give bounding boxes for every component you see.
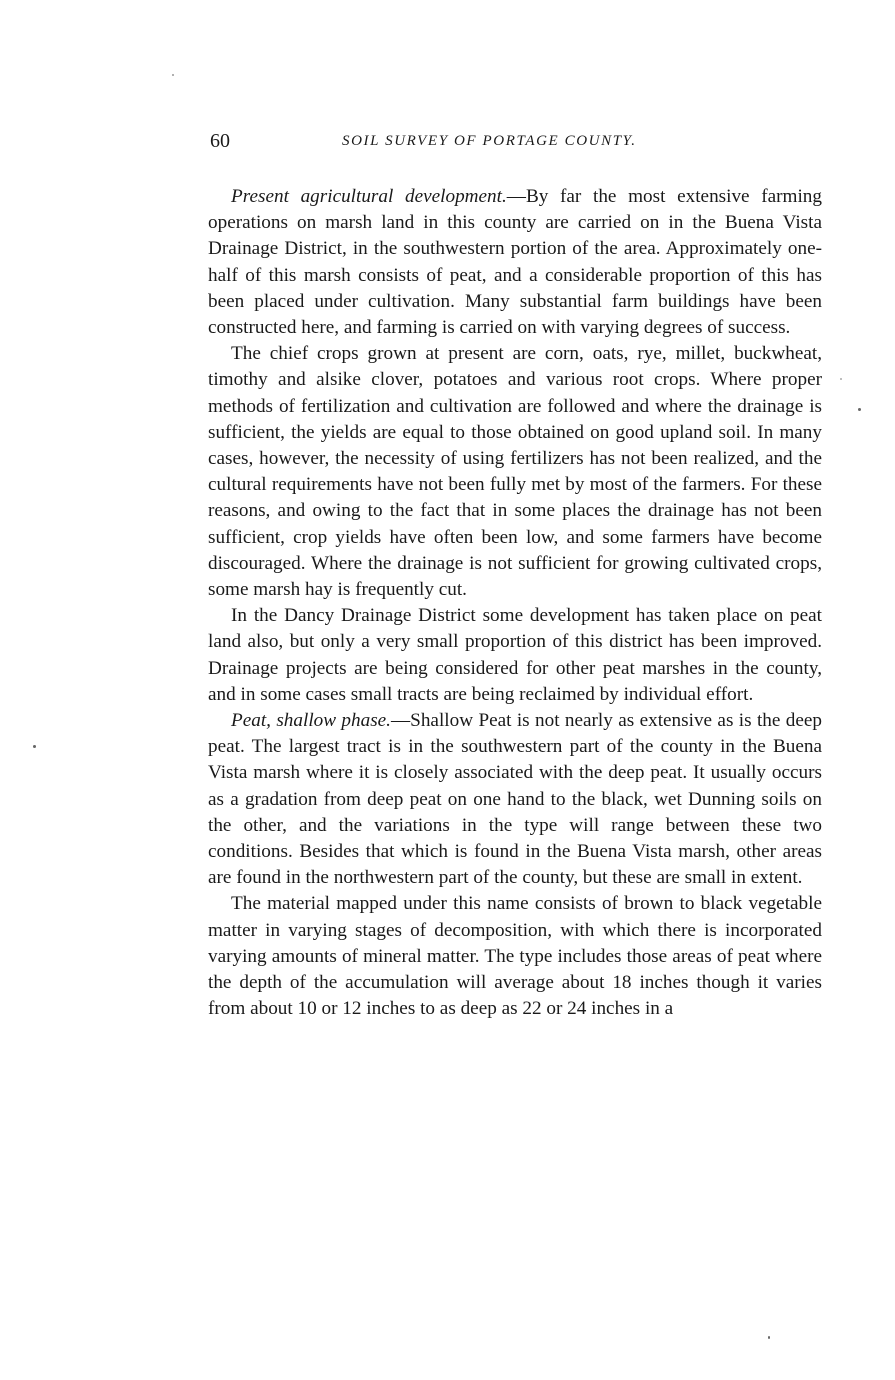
page-header (210, 130, 822, 158)
paragraph-material (208, 891, 822, 1022)
paragraph-lead: Peat, shallow phase. (231, 710, 391, 732)
page-number: 60 (210, 130, 230, 152)
paragraph-text: In the Dancy Drainage District some development has taken place on peat land also, but only a very small proportion of this district has been improved. Drainage projects are being considered for other peat marshes in the county, and in some cases small tracts are being reclaimed by individual effort. (208, 605, 822, 705)
paragraph-shallow-phase (208, 708, 822, 891)
paragraph-chief-crops (208, 341, 822, 603)
paragraph-text: —Shallow Peat is not nearly as extensive as is the deep peat. The largest tract is in the southwestern part of the county in the Buena Vista marsh where it is closely associated with the deep peat. It usually occurs as a gradation from deep peat on one hand to the black, wet Dunning soils on the other, and the variations in the type will range between these two conditions. Besides that which is found in the Buena Vista marsh, other areas are found in the northwestern part of the county, but these are small in extent. (208, 710, 822, 889)
scan-speck (172, 74, 174, 76)
paragraph-text: The chief crops grown at present are corn, oats, rye, millet, buckwheat, timothy and alsike clover, potatoes and various root crops. Where proper methods of fertilization and cultivation are followed and where the drainage is sufficient, the yields are equal to those obtained on good upland soil. In many cases, however, the necessity of using fertilizers has not been realized, and the cultural requirements have not been fully met by most of the farmers. For these reasons, and owing to the fact that in some places the drainage has not been sufficient, crop yields have often been low, and some farmers have become discouraged. Where the drainage is not sufficient for growing cultivated crops, some marsh hay is frequently cut. (208, 343, 822, 601)
scan-speck (858, 408, 861, 411)
paragraph-text: The material mapped under this name consists of brown to black vegetable matter in varying stages of decomposition, with which there is incorporated varying amounts of mineral matter. The type includes those areas of peat where the depth of the accumulation will average about 18 inches though it varies from about 10 or 12 inches to as deep as 22 or 24 inches in a (208, 893, 822, 1020)
body-text (208, 184, 822, 1023)
running-title: SOIL SURVEY OF PORTAGE COUNTY. (342, 133, 637, 149)
paragraph-agricultural-development (208, 184, 822, 341)
scan-speck (840, 378, 842, 380)
scan-speck (33, 745, 36, 748)
scan-speck (768, 1336, 770, 1339)
paragraph-lead: Present agricultural development. (231, 186, 507, 207)
paragraph-dancy-district (208, 603, 822, 708)
paragraph-text: —By far the most extensive farming operations on marsh land in this county are carried on in the Buena Vista Drainage District, in the southwestern portion of the area. Approximately one-half of this marsh consists of peat, and a considerable proportion of this has been placed under cultivation. Many substantial farm buildings have been constructed here, and farming is carried on with varying degrees of success. (208, 186, 822, 339)
